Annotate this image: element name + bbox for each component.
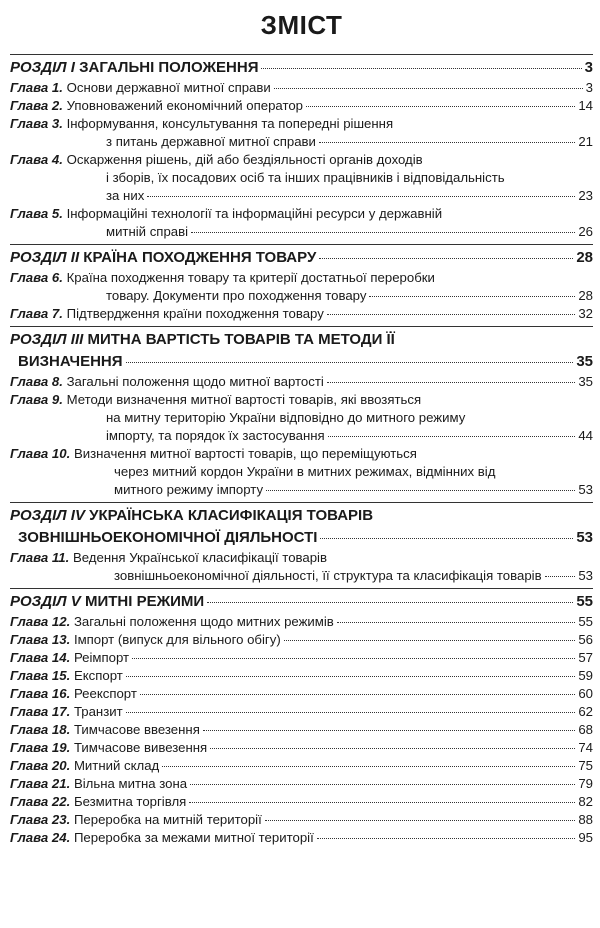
chapter-entry	[10, 151, 593, 205]
dot-leader	[147, 196, 575, 197]
chapter-page-number: 44	[578, 428, 593, 443]
dot-leader	[140, 694, 575, 695]
chapter-line	[10, 811, 593, 829]
chapter-label: Глава 6.	[10, 270, 63, 285]
chapter-title: Інформування, консультування та попередні рішення	[66, 116, 394, 131]
section-text	[10, 505, 373, 527]
chapter-line	[10, 703, 593, 721]
section-line	[10, 329, 593, 351]
chapter-title: Імпорт (випуск для вільного обігу)	[73, 632, 281, 647]
chapter-page-number: 53	[578, 568, 593, 583]
chapter-title: Загальні положення щодо митної вартості	[66, 374, 324, 389]
chapter-label: Глава 9.	[10, 392, 63, 407]
chapter-line	[10, 79, 593, 97]
dot-leader	[190, 784, 575, 785]
section-block	[10, 54, 593, 241]
dot-leader	[545, 576, 576, 577]
chapter-title: Вільна митна зона	[73, 776, 188, 791]
section-block	[10, 326, 593, 499]
chapter-title: Транзит	[73, 704, 123, 719]
chapter-page-number: 3	[585, 80, 593, 95]
chapter-text: імпорту, та порядок їх застосування	[106, 428, 325, 443]
chapter-title-cont: і зборів, їх посадових осіб та інших працівників і відповідальність	[106, 170, 505, 185]
chapter-line	[10, 205, 593, 223]
dot-leader	[189, 802, 575, 803]
dot-leader	[369, 296, 575, 297]
dot-leader	[266, 490, 575, 491]
section-page-number: 28	[576, 249, 593, 266]
section-line	[10, 247, 593, 269]
chapter-label: Глава 8.	[10, 374, 63, 389]
chapter-title: Експорт	[73, 668, 123, 683]
section-line	[10, 505, 593, 527]
chapter-entry	[10, 549, 593, 585]
section-text	[10, 591, 204, 613]
chapter-title: Реімпорт	[73, 650, 130, 665]
dot-leader	[274, 88, 583, 89]
chapter-title: Основи державної митної справи	[66, 80, 271, 95]
chapter-entry	[10, 775, 593, 793]
chapter-title: Переробка на митній території	[73, 812, 262, 827]
chapter-title: Підтвердження країни походження товару	[66, 306, 324, 321]
chapter-text	[10, 703, 123, 721]
chapter-page-number: 75	[578, 758, 593, 773]
section-label: РОЗДІЛ II	[10, 249, 80, 266]
chapter-title: Тимчасове ввезення	[73, 722, 200, 737]
chapter-text	[10, 305, 324, 323]
section-title: ЗАГАЛЬНІ ПОЛОЖЕННЯ	[79, 59, 259, 76]
dot-leader	[261, 68, 581, 69]
chapter-entry	[10, 757, 593, 775]
dot-leader	[317, 838, 576, 839]
chapter-page-number: 14	[578, 98, 593, 113]
chapter-title-cont: через митний кордон України в митних режимах, відмінних від	[114, 464, 496, 479]
chapter-title: Реекспорт	[73, 686, 137, 701]
chapter-line	[10, 631, 593, 649]
chapter-line	[10, 391, 593, 409]
section-line	[10, 527, 593, 549]
dot-leader	[126, 676, 576, 677]
chapter-page-number: 74	[578, 740, 593, 755]
chapter-label: Глава 14.	[10, 650, 71, 665]
chapter-entry	[10, 721, 593, 739]
chapter-text: з питань державної митної справи	[106, 134, 316, 149]
chapter-label: Глава 11.	[10, 550, 70, 565]
chapter-entry	[10, 649, 593, 667]
chapter-line	[10, 793, 593, 811]
section-title: МИТНІ РЕЖИМИ	[84, 593, 205, 610]
chapter-label: Глава 23.	[10, 812, 71, 827]
section-heading	[10, 591, 593, 613]
chapter-text	[10, 739, 207, 757]
chapter-entry	[10, 793, 593, 811]
chapter-line	[10, 649, 593, 667]
dot-leader	[207, 602, 573, 603]
dot-leader	[162, 766, 575, 767]
section-heading	[10, 505, 593, 549]
chapter-page-number: 21	[578, 134, 593, 149]
chapter-page-number: 57	[578, 650, 593, 665]
section-page-number: 53	[576, 529, 593, 546]
chapter-label: Глава 7.	[10, 306, 63, 321]
dot-leader	[210, 748, 575, 749]
chapter-page-number: 23	[578, 188, 593, 203]
chapter-page-number: 32	[578, 306, 593, 321]
section-block	[10, 244, 593, 323]
chapter-line	[10, 757, 593, 775]
dot-leader	[126, 362, 574, 363]
chapter-text	[10, 667, 123, 685]
chapter-entry	[10, 391, 593, 445]
chapter-text	[10, 631, 281, 649]
chapter-line	[10, 305, 593, 323]
chapter-line	[10, 667, 593, 685]
section-page-number: 55	[576, 593, 593, 610]
chapter-title: Митний склад	[73, 758, 160, 773]
chapter-line	[10, 115, 593, 133]
section-title: КРАЇНА ПОХОДЖЕННЯ ТОВАРУ	[83, 249, 317, 266]
section-label: РОЗДІЛ III	[10, 331, 84, 348]
chapter-title: Переробка за межами митної території	[73, 830, 314, 845]
chapter-title-cont: на митну територію України відповідно до митного режиму	[106, 410, 466, 425]
section-title: МИТНА ВАРТІСТЬ ТОВАРІВ ТА МЕТОДИ ЇЇ	[87, 331, 395, 348]
dot-leader	[284, 640, 576, 641]
chapter-page-number: 95	[578, 830, 593, 845]
chapter-line	[10, 567, 593, 585]
chapter-label: Глава 18.	[10, 722, 71, 737]
chapter-page-number: 62	[578, 704, 593, 719]
chapter-line	[10, 481, 593, 499]
chapter-line	[10, 287, 593, 305]
chapter-text	[10, 97, 303, 115]
dot-leader	[203, 730, 575, 731]
section-label: РОЗДІЛ V	[10, 593, 81, 610]
chapter-text	[10, 649, 129, 667]
chapter-line	[10, 685, 593, 703]
chapter-title: Уповноважений економічний оператор	[66, 98, 304, 113]
chapter-page-number: 88	[578, 812, 593, 827]
chapter-text: товару. Документи про походження товару	[106, 288, 367, 303]
chapter-entry	[10, 205, 593, 241]
chapter-title: Загальні положення щодо митних режимів	[73, 614, 334, 629]
table-of-contents	[10, 54, 593, 847]
chapter-text	[10, 829, 314, 847]
chapter-line	[10, 721, 593, 739]
dot-leader	[327, 382, 576, 383]
section-heading	[10, 329, 593, 373]
chapter-label: Глава 22.	[10, 794, 71, 809]
chapter-line	[10, 739, 593, 757]
chapter-text	[10, 775, 187, 793]
chapter-entry	[10, 739, 593, 757]
chapter-line	[10, 373, 593, 391]
chapter-text	[10, 811, 262, 829]
chapter-entry	[10, 631, 593, 649]
chapter-line	[10, 151, 593, 169]
dot-leader	[306, 106, 575, 107]
chapter-line	[10, 613, 593, 631]
chapter-page-number: 68	[578, 722, 593, 737]
chapter-text	[10, 373, 324, 391]
chapter-entry	[10, 703, 593, 721]
chapter-line	[10, 775, 593, 793]
chapter-title: Методи визначення митної вартості товарів, які ввозяться	[66, 392, 422, 407]
chapter-label: Глава 19.	[10, 740, 71, 755]
chapter-page-number: 60	[578, 686, 593, 701]
chapter-entry	[10, 97, 593, 115]
chapter-text: зовнішньоекономічної діяльності, її структура та класифікація товарів	[114, 568, 542, 583]
chapter-page-number: 56	[578, 632, 593, 647]
section-label: РОЗДІЛ IV	[10, 507, 85, 524]
chapter-entry	[10, 445, 593, 499]
chapter-entry	[10, 667, 593, 685]
chapter-title: Ведення Української класифікації товарів	[72, 550, 327, 565]
chapter-line	[10, 549, 593, 567]
section-line	[10, 591, 593, 613]
chapter-line	[10, 829, 593, 847]
chapter-text	[10, 757, 159, 775]
chapter-page-number: 35	[578, 374, 593, 389]
dot-leader	[337, 622, 576, 623]
chapter-title: Безмитна торгівля	[73, 794, 187, 809]
dot-leader	[320, 538, 573, 539]
dot-leader	[265, 820, 576, 821]
chapter-page-number: 79	[578, 776, 593, 791]
chapter-title: Країна походження товару та критерії достатньої переробки	[66, 270, 435, 285]
chapter-label: Глава 12.	[10, 614, 71, 629]
chapter-page-number: 26	[578, 224, 593, 239]
section-page-number: 3	[584, 59, 593, 76]
section-line	[10, 57, 593, 79]
chapter-text	[10, 613, 334, 631]
dot-leader	[191, 232, 575, 233]
chapter-title: Тимчасове вивезення	[73, 740, 208, 755]
chapter-entry	[10, 79, 593, 97]
chapter-entry	[10, 373, 593, 391]
section-page-number: 35	[576, 353, 593, 370]
chapter-line	[10, 445, 593, 463]
chapter-line	[10, 133, 593, 151]
chapter-page-number: 55	[578, 614, 593, 629]
chapter-label: Глава 4.	[10, 152, 63, 167]
chapter-entry	[10, 685, 593, 703]
chapter-line	[10, 223, 593, 241]
section-block	[10, 588, 593, 847]
section-text: ЗОВНІШНЬОЕКОНОМІЧНОЇ ДІЯЛЬНОСТІ	[18, 529, 318, 546]
section-text	[10, 247, 316, 269]
chapter-text	[10, 79, 271, 97]
chapter-entry	[10, 115, 593, 151]
chapter-title: Інформаційні технології та інформаційні ресурси у державній	[66, 206, 443, 221]
chapter-label: Глава 5.	[10, 206, 63, 221]
section-text	[10, 57, 258, 79]
chapter-entry	[10, 829, 593, 847]
dot-leader	[319, 258, 573, 259]
chapter-line	[10, 187, 593, 205]
chapter-title: Визначення митної вартості товарів, що переміщуються	[73, 446, 417, 461]
chapter-entry	[10, 613, 593, 631]
page-title: ЗМІСТ	[260, 10, 343, 40]
chapter-label: Глава 1.	[10, 80, 63, 95]
chapter-label: Глава 16.	[10, 686, 71, 701]
chapter-text: митній справі	[106, 224, 189, 239]
chapter-text	[10, 793, 186, 811]
chapter-label: Глава 17.	[10, 704, 71, 719]
dot-leader	[126, 712, 576, 713]
chapter-page-number: 82	[578, 794, 593, 809]
section-heading	[10, 57, 593, 79]
section-line	[10, 351, 593, 373]
chapter-entry	[10, 305, 593, 323]
chapter-entry	[10, 811, 593, 829]
section-text: ВИЗНАЧЕННЯ	[18, 353, 123, 370]
chapter-line	[10, 269, 593, 287]
chapter-label: Глава 15.	[10, 668, 71, 683]
chapter-label: Глава 10.	[10, 446, 71, 461]
chapter-label: Глава 3.	[10, 116, 63, 131]
chapter-text	[10, 721, 200, 739]
chapter-text: за них	[106, 188, 145, 203]
section-heading	[10, 247, 593, 269]
dot-leader	[319, 142, 575, 143]
chapter-label: Глава 20.	[10, 758, 71, 773]
chapter-entry	[10, 269, 593, 305]
chapter-label: Глава 24.	[10, 830, 71, 845]
chapter-text	[10, 685, 137, 703]
chapter-line	[10, 97, 593, 115]
chapter-label: Глава 13.	[10, 632, 71, 647]
dot-leader	[328, 436, 576, 437]
section-label: РОЗДІЛ I	[10, 59, 75, 76]
chapter-page-number: 59	[578, 668, 593, 683]
chapter-label: Глава 2.	[10, 98, 63, 113]
dot-leader	[132, 658, 575, 659]
section-block	[10, 502, 593, 585]
dot-leader	[327, 314, 575, 315]
chapter-line	[10, 427, 593, 445]
chapter-text: митного режиму імпорту	[114, 482, 264, 497]
section-text	[10, 329, 395, 351]
chapter-page-number: 53	[578, 482, 593, 497]
chapter-label: Глава 21.	[10, 776, 71, 791]
chapter-page-number: 28	[578, 288, 593, 303]
chapter-title: Оскарження рішень, дій або бездіяльності органів доходів	[66, 152, 423, 167]
section-title: УКРАЇНСЬКА КЛАСИФІКАЦІЯ ТОВАРІВ	[89, 507, 374, 524]
